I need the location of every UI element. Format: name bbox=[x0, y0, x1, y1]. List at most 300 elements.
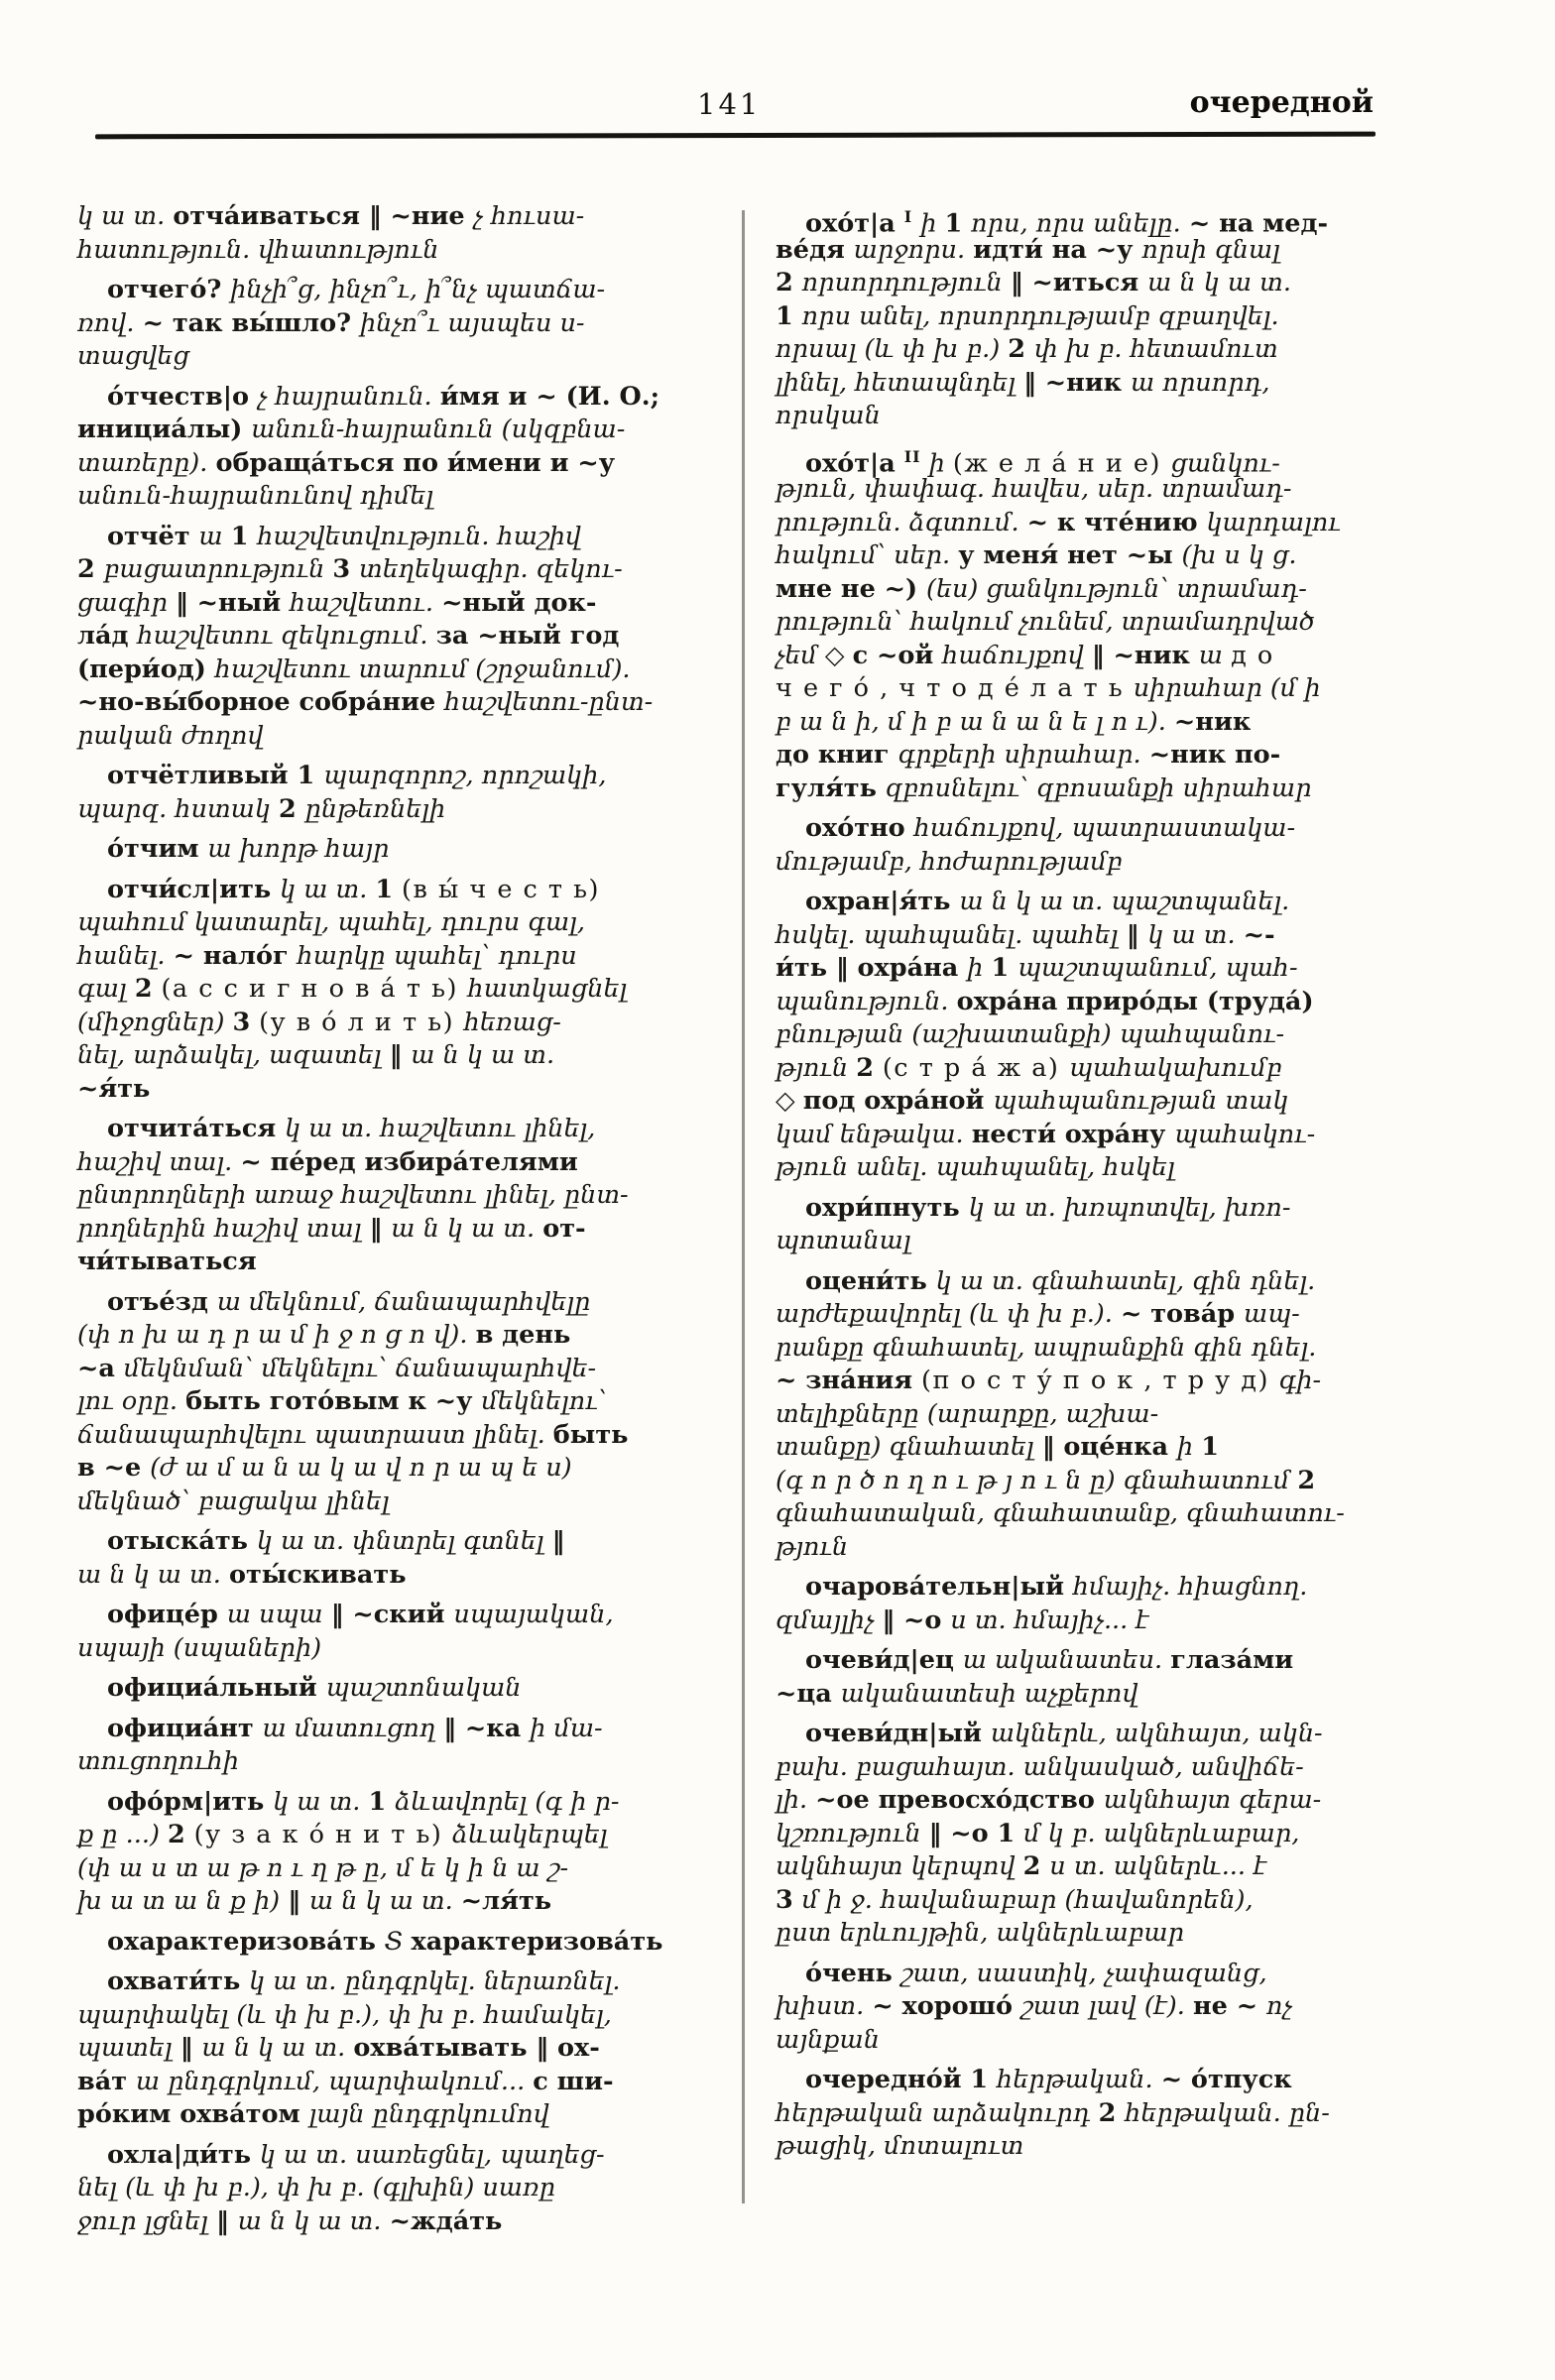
text-run: охран|я́ть bbox=[805, 887, 960, 916]
text-run: ‖ ~ка bbox=[443, 1713, 531, 1743]
text-run: խիստ. bbox=[776, 1991, 873, 2021]
text-run: թյուն անել. պահպանել, հսկել bbox=[776, 1152, 1175, 1182]
text-run: ~ник по- bbox=[1148, 740, 1281, 770]
text-run: ապ- bbox=[1243, 1299, 1300, 1329]
text-run: ընտրողների առաջ հաշվետու լինել, ընտ- bbox=[77, 1180, 629, 1210]
text-run: րողներին հաշիվ տալ bbox=[77, 1213, 370, 1244]
entry-line bbox=[77, 940, 720, 974]
text-run: охвати́ть bbox=[107, 1966, 250, 1996]
text-run: ձևավորել (գ ի ր- bbox=[395, 1786, 620, 1817]
text-run: охо́т|а bbox=[805, 208, 904, 239]
text-run: Տ bbox=[384, 1926, 412, 1957]
text-run: մեկնելու՝ bbox=[481, 1386, 607, 1416]
text-run: սպայական, bbox=[453, 1600, 614, 1629]
text-run: թյուն bbox=[776, 1052, 857, 1083]
text-run: որս անել, որսորդությամբ զբաղվել. bbox=[801, 300, 1279, 331]
text-run: офо́рм|ить bbox=[107, 1786, 274, 1817]
entry-line bbox=[77, 1852, 720, 1886]
text-run: отчёт bbox=[107, 521, 199, 551]
text-run: ակնհայտ կերպով bbox=[776, 1851, 1023, 1881]
entry-line bbox=[77, 1353, 720, 1386]
entry-line bbox=[776, 1990, 1380, 2024]
text-run: ականատեսի աչքերով bbox=[840, 1678, 1138, 1709]
entry-line bbox=[77, 553, 720, 587]
text-run: 1 bbox=[1201, 1432, 1219, 1462]
text-run: ա bbox=[1198, 640, 1232, 670]
text-run: րություն՝ հակում չունեմ, տրամադրված bbox=[776, 607, 1315, 637]
text-run: լինել, հետապնդել bbox=[776, 367, 1024, 398]
text-run: հմայիչ. հիացնող. bbox=[1072, 1572, 1308, 1602]
text-run: մեկնած՝ բացակա լինել bbox=[77, 1486, 390, 1516]
text-run: (ժ ա մ ա ն ա կ ա վ ո ր ա պ ե ս) bbox=[150, 1453, 572, 1483]
entry-first-line bbox=[77, 381, 720, 415]
entry-first-line bbox=[776, 1265, 1380, 1299]
text-run: (ես) ցանկություն՝ տրամադ- bbox=[926, 573, 1307, 604]
entry-first-line bbox=[77, 1525, 720, 1559]
text-run: в ~е bbox=[77, 1453, 151, 1483]
text-run: հատկացնել bbox=[467, 974, 628, 1004]
entry-line bbox=[776, 606, 1380, 640]
entry-line bbox=[776, 986, 1380, 1019]
text-run: չ հուսա- bbox=[473, 201, 585, 231]
text-run: 2 bbox=[1098, 2097, 1126, 2128]
entry-line bbox=[77, 1632, 720, 1666]
text-run: офице́р bbox=[107, 1600, 227, 1629]
entry-first-line bbox=[77, 1786, 720, 1820]
text-run: 2 bbox=[1297, 1465, 1316, 1495]
entry-line bbox=[776, 846, 1380, 880]
text-run: (п о с т у́ п о к , т р у д) bbox=[921, 1366, 1279, 1395]
entry-line bbox=[77, 1385, 720, 1419]
text-run: (միջոցներ) bbox=[77, 1007, 233, 1037]
entry-line bbox=[776, 1818, 1380, 1851]
text-run: տանքը) գնահատել bbox=[776, 1432, 1042, 1462]
entry-first-line bbox=[77, 1286, 720, 1320]
text-run: հաշվետու տարում (շրջանում). bbox=[214, 654, 631, 684]
text-run: 1 bbox=[776, 300, 802, 331]
text-run: с ~ой bbox=[852, 640, 943, 670]
text-run: ա bbox=[198, 521, 231, 551]
text-run: ‖ bbox=[369, 1213, 392, 1244]
text-run: под охра́ной bbox=[802, 1086, 994, 1116]
entry-line bbox=[776, 1465, 1380, 1498]
entry-line bbox=[776, 1298, 1380, 1332]
text-run: мне не ~) bbox=[776, 573, 926, 604]
text-run: в день bbox=[475, 1320, 571, 1350]
text-run: լայն ընդգրկումով bbox=[308, 2099, 549, 2129]
entry-line bbox=[77, 1819, 720, 1852]
entry-line bbox=[776, 1784, 1380, 1818]
text-run: նել (և փ խ բ.), փ խ բ. (գլխին) սառը bbox=[77, 2173, 555, 2202]
entry-line bbox=[776, 640, 1380, 673]
text-run: ~ нало́г bbox=[173, 940, 298, 971]
text-run: от- bbox=[542, 1213, 586, 1244]
entry-first-line bbox=[77, 1713, 720, 1746]
entry-line bbox=[776, 739, 1380, 773]
text-run: ա ն կ ա տ. bbox=[308, 1886, 461, 1916]
entry-line bbox=[77, 2066, 720, 2099]
text-run: ակներև, ակնհայտ, ակն- bbox=[990, 1719, 1323, 1748]
entry-line bbox=[776, 2130, 1380, 2164]
entry-line bbox=[77, 1146, 720, 1180]
entry-first-line bbox=[77, 1672, 720, 1706]
text-run: հաճույքով bbox=[942, 640, 1092, 670]
text-run: отчи́сл|ить bbox=[107, 874, 281, 904]
text-run: որսի գնալ bbox=[1141, 234, 1280, 265]
entry-line bbox=[77, 2032, 720, 2066]
text-run: պահպանության տակ bbox=[993, 1086, 1289, 1116]
entry-line bbox=[776, 267, 1380, 300]
text-run: անուն-հայրանուն (սկզբնա- bbox=[251, 415, 626, 444]
entry-line bbox=[77, 1419, 720, 1453]
entry-line bbox=[77, 1213, 720, 1247]
text-run: ի bbox=[912, 208, 945, 239]
text-run: ‖ оце́нка bbox=[1041, 1432, 1177, 1462]
text-run: զմայլիչ bbox=[776, 1605, 883, 1635]
text-run: ա խորթ հայր bbox=[207, 834, 390, 864]
text-run: (у з а к о́ н и т ь) bbox=[193, 1820, 452, 1849]
text-run: ս տ. ակներև... է bbox=[1049, 1851, 1267, 1881]
text-run: ինչո՞ւ այսպես ս- bbox=[359, 307, 585, 338]
text-run: (ж е л а́ н и е) bbox=[952, 448, 1171, 478]
text-run: ч е г о́ , ч т о д е́ л а т ь bbox=[776, 673, 1134, 703]
text-run: (пери́од) bbox=[77, 654, 215, 684]
text-run: ~ това́р bbox=[1120, 1299, 1244, 1329]
text-run: կ ա տ. հաշվետու լինել, bbox=[285, 1114, 596, 1143]
text-run: ոչ bbox=[1265, 1991, 1292, 2021]
column-divider-rule bbox=[742, 210, 745, 2203]
text-run: տուցողուհի bbox=[77, 1746, 239, 1776]
entry-line bbox=[776, 300, 1380, 334]
entry-line bbox=[77, 307, 720, 341]
text-run: ‖ ~ник bbox=[1091, 640, 1199, 670]
text-run: որս, որս անելը. bbox=[971, 208, 1189, 239]
text-run: կարդալու bbox=[1206, 507, 1341, 537]
text-run: խ ա տ ա ն ք ի) bbox=[77, 1886, 289, 1916]
entry-line bbox=[77, 480, 720, 514]
text-run: պոտանալ bbox=[776, 1226, 911, 1255]
text-run: ա մեկնում, ճանապարհվելը bbox=[216, 1286, 591, 1317]
text-run: պաշտոնական bbox=[325, 1673, 522, 1703]
entry-line bbox=[776, 400, 1380, 433]
entry-line bbox=[77, 1073, 720, 1107]
text-run: ինչի՞ց, ինչո՞ւ, ի՞նչ պատճա- bbox=[230, 275, 606, 304]
text-run: ա սպա bbox=[226, 1600, 331, 1629]
entry-line bbox=[776, 919, 1380, 953]
entry-line bbox=[776, 1398, 1380, 1432]
text-run: 2 bbox=[856, 1052, 883, 1083]
text-run: հաշիվ տալ. bbox=[77, 1146, 241, 1177]
text-run: ա ն կ ա տ. bbox=[411, 1040, 555, 1070]
text-run: ‖ ~о 1 bbox=[928, 1818, 1024, 1848]
text-run: չ հայրանուն. bbox=[257, 381, 440, 412]
text-run: ‖ ~ский bbox=[330, 1600, 454, 1629]
text-run: ~ о́тпуск bbox=[1160, 2065, 1292, 2094]
entry-line bbox=[77, 973, 720, 1007]
text-run: ‖ ~ный bbox=[176, 587, 291, 618]
entry-line bbox=[77, 686, 720, 720]
entry-first-line bbox=[776, 1192, 1380, 1226]
entry-line bbox=[776, 573, 1380, 607]
text-run: ի bbox=[1176, 1432, 1202, 1462]
text-run: охарактеризова́ть bbox=[107, 1926, 385, 1957]
text-run: հերթական. bbox=[997, 2065, 1161, 2094]
text-run: անուն-հայրանունով դիմել bbox=[77, 481, 434, 511]
text-run: ~- bbox=[1243, 919, 1275, 950]
text-run: охла|ди́ть bbox=[107, 2139, 260, 2170]
text-run: 1 bbox=[944, 208, 972, 239]
text-run: շատ լավ (է). bbox=[1020, 1991, 1193, 2021]
text-run: հեռաց- bbox=[463, 1007, 561, 1037]
text-run: ա ընդգրկում, պարփակում... bbox=[135, 2066, 534, 2096]
text-run: (փ ա ս տ ա թ ո ւ ղ թ ը, մ ե կ ի ն ա շ- bbox=[77, 1852, 569, 1883]
entry-line bbox=[77, 1319, 720, 1353]
text-run: (в ы́ ч е с т ь) bbox=[402, 874, 600, 904]
text-run: 2 bbox=[279, 793, 305, 824]
text-run: հատություն. վհատություն bbox=[77, 234, 439, 265]
text-run: տառերը). bbox=[77, 447, 216, 478]
text-run: որսալ (և փ խ բ.) bbox=[776, 334, 1009, 364]
text-run: հաշվետվություն. հաշիվ bbox=[257, 521, 581, 551]
text-run: (խ ս կ ց. bbox=[1181, 540, 1297, 570]
text-run: որսորդություն bbox=[801, 268, 1011, 298]
header-rule bbox=[95, 132, 1376, 140]
text-run: до книг bbox=[776, 740, 898, 770]
entry-line bbox=[77, 414, 720, 447]
text-run: ~ля́ть bbox=[460, 1886, 552, 1916]
text-run: բախ. բացահայտ. անկասկած, անվիճե- bbox=[776, 1751, 1304, 1782]
text-run: 1 bbox=[368, 1786, 396, 1817]
entry-line bbox=[776, 1018, 1380, 1052]
text-run: ա ն կ ա տ. bbox=[77, 1559, 229, 1590]
text-run: 1 bbox=[375, 874, 403, 904]
entry-first-line bbox=[77, 833, 720, 867]
text-run: официа́льный bbox=[107, 1673, 326, 1703]
text-run: հերթական արձակուրդ bbox=[776, 2097, 1099, 2128]
text-run: մեկնման՝ մեկնելու՝ ճանապարհվե- bbox=[123, 1353, 597, 1383]
text-run: կ ա տ. սառեցնել, պաղեց- bbox=[259, 2139, 605, 2170]
entry-line bbox=[776, 1225, 1380, 1258]
text-run: կ ա տ. bbox=[77, 201, 174, 231]
entry-line bbox=[776, 1085, 1380, 1119]
text-run: ~но-вы́борное собра́ние bbox=[77, 687, 445, 717]
text-run: ի bbox=[967, 953, 992, 983]
entry-line bbox=[77, 1885, 720, 1919]
entry-line bbox=[77, 1745, 720, 1779]
text-run: ~я́ть bbox=[77, 1073, 151, 1104]
text-run: о́чень bbox=[805, 1958, 901, 1988]
text-run: ~жда́ть bbox=[389, 2205, 503, 2236]
text-run: ~ое превосхо́дство bbox=[815, 1785, 1104, 1815]
entry-line bbox=[77, 1039, 720, 1073]
entry-line bbox=[77, 793, 720, 827]
text-run: 1 bbox=[230, 521, 258, 551]
page-number: 141 bbox=[697, 87, 762, 121]
text-run: ի bbox=[920, 448, 953, 478]
text-run: ‖ bbox=[215, 2205, 238, 2236]
text-run: ա ն կ ա տ. bbox=[391, 1213, 543, 1244]
entry-line bbox=[776, 1751, 1380, 1785]
entry-line bbox=[77, 1999, 720, 2033]
text-run: րական ժողով bbox=[77, 720, 264, 751]
entry-line bbox=[776, 473, 1380, 507]
entry-line bbox=[776, 1605, 1380, 1638]
entry-line bbox=[77, 906, 720, 940]
entry-first-line bbox=[776, 200, 1380, 239]
text-run: 1 bbox=[970, 2065, 998, 2094]
text-run: սպայի (սպաների) bbox=[77, 1632, 322, 1663]
text-run: կ ա տ. խռպոտվել, խռո- bbox=[968, 1192, 1291, 1223]
text-run: կ ա տ. bbox=[280, 874, 376, 904]
text-run: (փ ո խ ա դ ր ա մ ի ջ ո ց ո վ). bbox=[77, 1320, 476, 1350]
text-run: փ խ բ. հետամուտ bbox=[1033, 334, 1278, 364]
text-run: կ ա տ. փնտրել գտնել bbox=[256, 1526, 552, 1556]
text-run: րություն. ձգտում. bbox=[776, 507, 1027, 537]
entry-first-line bbox=[77, 2139, 720, 2173]
text-run: д о bbox=[1231, 640, 1274, 670]
text-run: ա ականատես. bbox=[962, 1645, 1171, 1675]
text-run: очеви́дн|ый bbox=[805, 1719, 991, 1748]
text-run: կշռություն bbox=[776, 1818, 929, 1848]
text-run: 2 bbox=[1022, 1851, 1050, 1881]
text-run: պարզ. հստակ bbox=[77, 793, 279, 824]
text-run: и́мя и ~ (И. О.; bbox=[439, 381, 659, 412]
entry-line bbox=[776, 507, 1380, 540]
text-run: очеви́д|ец bbox=[805, 1645, 963, 1675]
text-run: очарова́тельн|ый bbox=[805, 1572, 1073, 1602]
entry-first-line bbox=[77, 521, 720, 554]
text-run: ~ца bbox=[776, 1678, 841, 1709]
text-run: глаза́ми bbox=[1170, 1645, 1294, 1675]
text-run: отъе́зд bbox=[107, 1286, 217, 1317]
entry-first-line bbox=[776, 812, 1380, 846]
text-run: պատել bbox=[77, 2033, 180, 2063]
text-run: ջուր լցնել bbox=[77, 2205, 216, 2236]
entry-first-line bbox=[776, 1958, 1380, 1991]
entry-line bbox=[776, 2097, 1380, 2131]
entry-line bbox=[776, 539, 1380, 573]
text-run: оцени́ть bbox=[805, 1265, 936, 1296]
text-run: պաշտպանում, պահ- bbox=[1017, 953, 1298, 983]
text-run: ‖ bbox=[179, 2033, 202, 2063]
text-run: սիրահար (մ ի bbox=[1133, 673, 1321, 703]
text-run: обраща́ться по и́мени и ~у bbox=[215, 447, 616, 478]
text-run: не ~ bbox=[1192, 1991, 1266, 2021]
text-run: ա ն կ ա տ. bbox=[237, 2205, 390, 2236]
text-run: ~ к чте́нию bbox=[1026, 507, 1207, 537]
entry-line bbox=[77, 654, 720, 687]
left-column bbox=[77, 200, 720, 2238]
text-run: ‖ bbox=[389, 1040, 412, 1070]
text-run: 2 bbox=[168, 1820, 194, 1849]
text-run: ~а bbox=[77, 1353, 124, 1383]
entry-first-line bbox=[77, 874, 720, 907]
text-run: ա ն կ ա տ. bbox=[201, 2033, 354, 2063]
text-run: и́ть ‖ охра́на bbox=[776, 953, 968, 983]
text-run: ռով. bbox=[77, 307, 143, 338]
text-run: հերթական. ըն- bbox=[1125, 2097, 1330, 2128]
text-run: ~ так вы́шло? bbox=[142, 307, 360, 338]
text-run: շատ, սաստիկ, չափազանց, bbox=[900, 1958, 1267, 1988]
text-run: կ ա տ. գնահատել, գին դնել. bbox=[935, 1265, 1316, 1296]
entry-first-line bbox=[77, 1113, 720, 1146]
text-run: ա ն կ ա տ. պաշտպանել. bbox=[959, 887, 1290, 916]
entry-first-line bbox=[776, 2064, 1380, 2097]
entry-line bbox=[776, 1332, 1380, 1366]
right-column bbox=[776, 200, 1380, 2164]
text-run: բացատրություն bbox=[103, 554, 333, 584]
text-run: թացիկ, մոտալուտ bbox=[776, 2131, 1024, 2161]
entry-line bbox=[77, 1559, 720, 1593]
text-run: պարզորոշ, որոշակի, bbox=[323, 761, 607, 790]
entry-first-line bbox=[77, 1599, 720, 1632]
text-run: ք ը ...) bbox=[77, 1820, 169, 1849]
entry-line bbox=[77, 2172, 720, 2205]
text-run: կամ ենթակա. bbox=[776, 1119, 972, 1149]
text-run: ս տ. հմայիչ... է bbox=[950, 1605, 1149, 1635]
text-run: 2 bbox=[77, 554, 104, 584]
text-run: զբոսնելու՝ զբոսանքի սիրահար bbox=[885, 773, 1312, 803]
text-run: отчита́ться bbox=[107, 1114, 286, 1143]
entry-line bbox=[776, 706, 1380, 740]
entry-first-line bbox=[776, 1644, 1380, 1678]
entry-line bbox=[776, 1119, 1380, 1152]
entry-line bbox=[77, 1007, 720, 1040]
text-run: 2 bbox=[1008, 334, 1034, 364]
text-run: գնահատական, գնահատանք, գնահատու- bbox=[776, 1498, 1345, 1528]
text-run: быть гото́вым к ~у bbox=[185, 1386, 482, 1416]
text-run: ‖ bbox=[288, 1886, 309, 1916]
entry-line bbox=[776, 367, 1380, 401]
text-run: I bbox=[903, 207, 913, 226]
entry-line bbox=[776, 1531, 1380, 1565]
text-run: охри́пнуть bbox=[805, 1192, 969, 1223]
text-run: о́тчим bbox=[107, 834, 208, 864]
text-run: ~ на мед- bbox=[1188, 208, 1329, 239]
text-run: ‖ ~о bbox=[882, 1605, 951, 1635]
entry-first-line bbox=[77, 274, 720, 307]
text-run: нести́ охра́ну bbox=[971, 1119, 1175, 1149]
text-run: идти́ на ~у bbox=[973, 234, 1142, 265]
entry-line bbox=[77, 587, 720, 621]
text-run: մությամբ, հոժարությամբ bbox=[776, 846, 1123, 877]
text-run: отчётливый bbox=[107, 761, 298, 790]
text-run: մ ի ջ. հավանաբար (հավանորեն), bbox=[801, 1884, 1254, 1915]
text-run: инициа́лы) bbox=[77, 415, 252, 444]
entry-first-line bbox=[77, 1926, 720, 1960]
entry-first-line bbox=[776, 1718, 1380, 1751]
entry-line bbox=[776, 1151, 1380, 1185]
entry-line bbox=[77, 447, 720, 481]
text-run: գրքերի սիրահար. bbox=[897, 740, 1149, 770]
text-run: ճանապարհվելու պատրաստ լինել. bbox=[77, 1419, 553, 1450]
text-run: у меня́ нет ~ы bbox=[958, 540, 1182, 570]
entry-line bbox=[77, 720, 720, 754]
text-run: ‖ ~ник bbox=[1023, 367, 1131, 398]
entry-first-line bbox=[776, 440, 1380, 478]
text-run: 2 bbox=[134, 974, 162, 1004]
text-run: թյուն bbox=[776, 1531, 849, 1562]
entry-line bbox=[776, 1497, 1380, 1531]
text-run: րանքը գնահատել, ապրանքին գին դնել. bbox=[776, 1332, 1317, 1363]
text-run: հսկել. պահպանել. պահել bbox=[776, 919, 1127, 950]
text-run: (с т р а́ ж а) bbox=[882, 1052, 1069, 1083]
text-run: 3 bbox=[232, 1007, 260, 1037]
entry-line bbox=[77, 1246, 720, 1279]
text-run: ‖ ~иться bbox=[1010, 268, 1148, 298]
text-run: չեմ ◇ bbox=[776, 640, 853, 670]
text-run: հաշվետու. bbox=[290, 587, 442, 618]
